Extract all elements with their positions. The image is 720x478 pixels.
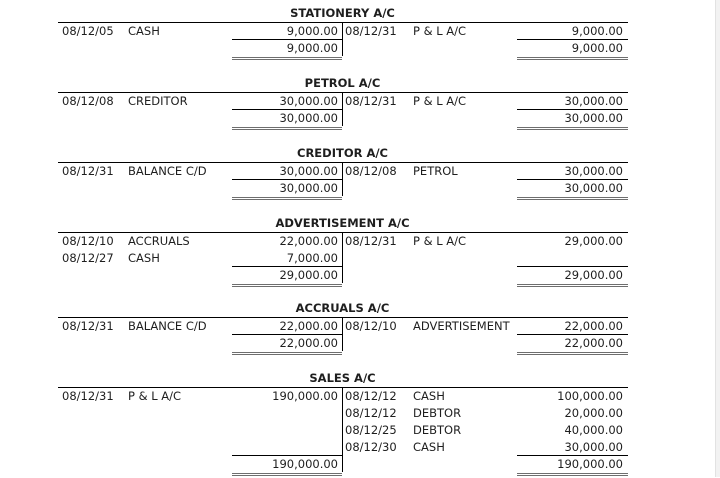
credit-double-underline: [517, 197, 628, 200]
debit-date: 08/12/31: [62, 389, 114, 403]
credit-total: 30,000.00: [564, 181, 623, 195]
credit-total: 30,000.00: [564, 111, 623, 125]
debit-double-underline: [232, 127, 342, 130]
ledger-title: CREDITOR A/C: [297, 146, 388, 160]
credit-particulars: CASH: [413, 389, 445, 403]
debit-double-underline: [232, 352, 342, 355]
credit-particulars: DEBTOR: [413, 423, 462, 437]
debit-double-underline: [232, 473, 342, 476]
credit-amount: 29,000.00: [564, 234, 623, 248]
debit-total: 22,000.00: [279, 336, 338, 350]
debit-amount: 22,000.00: [279, 234, 338, 248]
debit-amount: 9,000.00: [286, 24, 338, 38]
credit-total: 29,000.00: [564, 268, 623, 282]
total-row: [0, 110, 715, 127]
debit-total: 29,000.00: [279, 268, 338, 282]
debit-amount: 22,000.00: [279, 319, 338, 333]
debit-particulars: P & L A/C: [128, 389, 182, 403]
entry-row: [0, 250, 715, 267]
credit-double-underline: [517, 127, 628, 130]
debit-particulars: CREDITOR: [128, 94, 188, 108]
ledger-account: [0, 369, 715, 478]
total-row: [0, 267, 715, 284]
total-row: [0, 180, 715, 197]
total-row: [0, 335, 715, 352]
credit-amount: 20,000.00: [564, 406, 623, 420]
entry-row: [0, 163, 715, 180]
debit-particulars: CASH: [128, 251, 160, 265]
debit-date: 08/12/31: [62, 319, 114, 333]
credit-amount: 100,000.00: [557, 389, 623, 403]
debit-amount: 190,000.00: [272, 389, 338, 403]
debit-total: 190,000.00: [272, 457, 338, 471]
credit-amount: 30,000.00: [564, 94, 623, 108]
ledger-account: [0, 4, 715, 62]
credit-particulars: CASH: [413, 440, 445, 454]
debit-particulars: BALANCE C/D: [128, 164, 207, 178]
credit-total: 190,000.00: [557, 457, 623, 471]
credit-particulars: DEBTOR: [413, 406, 462, 420]
debit-double-underline: [232, 284, 342, 287]
credit-date: 08/12/08: [345, 164, 397, 178]
credit-date: 08/12/10: [345, 319, 397, 333]
credit-total: 22,000.00: [564, 336, 623, 350]
entry-row: [0, 439, 715, 456]
ledger-title: PETROL A/C: [304, 76, 381, 90]
credit-particulars: ADVERTISEMENT: [413, 319, 510, 333]
credit-date: 08/12/25: [345, 423, 397, 437]
credit-particulars: PETROL: [413, 164, 458, 178]
debit-total: 9,000.00: [286, 41, 338, 55]
credit-double-underline: [517, 352, 628, 355]
debit-amount: 30,000.00: [279, 164, 338, 178]
debit-total: 30,000.00: [279, 181, 338, 195]
credit-particulars: P & L A/C: [413, 94, 467, 108]
ledger-title: SALES A/C: [309, 371, 376, 385]
debit-double-underline: [232, 197, 342, 200]
ledger-title: ADVERTISEMENT A/C: [275, 216, 410, 230]
ledger-title: ACCRUALS A/C: [295, 301, 390, 315]
ledger-account: [0, 74, 715, 132]
ledger-account: [0, 299, 715, 357]
credit-date: 08/12/12: [345, 406, 397, 420]
debit-particulars: BALANCE C/D: [128, 319, 207, 333]
credit-amount: 30,000.00: [564, 440, 623, 454]
total-row: [0, 456, 715, 473]
debit-particulars: CASH: [128, 24, 160, 38]
credit-date: 08/12/30: [345, 440, 397, 454]
credit-amount: 9,000.00: [571, 24, 623, 38]
credit-date: 08/12/31: [345, 234, 397, 248]
ledger-account: [0, 214, 715, 289]
credit-double-underline: [517, 57, 628, 60]
entry-row: [0, 23, 715, 40]
debit-amount: 7,000.00: [286, 251, 338, 265]
debit-amount: 30,000.00: [279, 94, 338, 108]
credit-total: 9,000.00: [571, 41, 623, 55]
debit-particulars: ACCRUALS: [128, 234, 190, 248]
credit-date: 08/12/12: [345, 389, 397, 403]
window-right-edge: [715, 0, 720, 477]
credit-amount: 22,000.00: [564, 319, 623, 333]
debit-double-underline: [232, 57, 342, 60]
entry-row: [0, 422, 715, 439]
total-row: [0, 40, 715, 57]
debit-total: 30,000.00: [279, 111, 338, 125]
debit-date: 08/12/27: [62, 251, 114, 265]
entry-row: [0, 93, 715, 110]
entry-row: [0, 405, 715, 422]
debit-date: 08/12/31: [62, 164, 114, 178]
credit-amount: 30,000.00: [564, 164, 623, 178]
credit-date: 08/12/31: [345, 94, 397, 108]
entry-row: [0, 318, 715, 335]
credit-double-underline: [517, 284, 628, 287]
ledger-title: STATIONERY A/C: [290, 6, 395, 20]
debit-date: 08/12/10: [62, 234, 114, 248]
entry-row: [0, 233, 715, 250]
debit-date: 08/12/05: [62, 24, 114, 38]
credit-double-underline: [517, 473, 628, 476]
ledger-account: [0, 144, 715, 202]
debit-date: 08/12/08: [62, 94, 114, 108]
credit-particulars: P & L A/C: [413, 234, 467, 248]
credit-date: 08/12/31: [345, 24, 397, 38]
credit-particulars: P & L A/C: [413, 24, 467, 38]
entry-row: [0, 388, 715, 405]
credit-amount: 40,000.00: [564, 423, 623, 437]
